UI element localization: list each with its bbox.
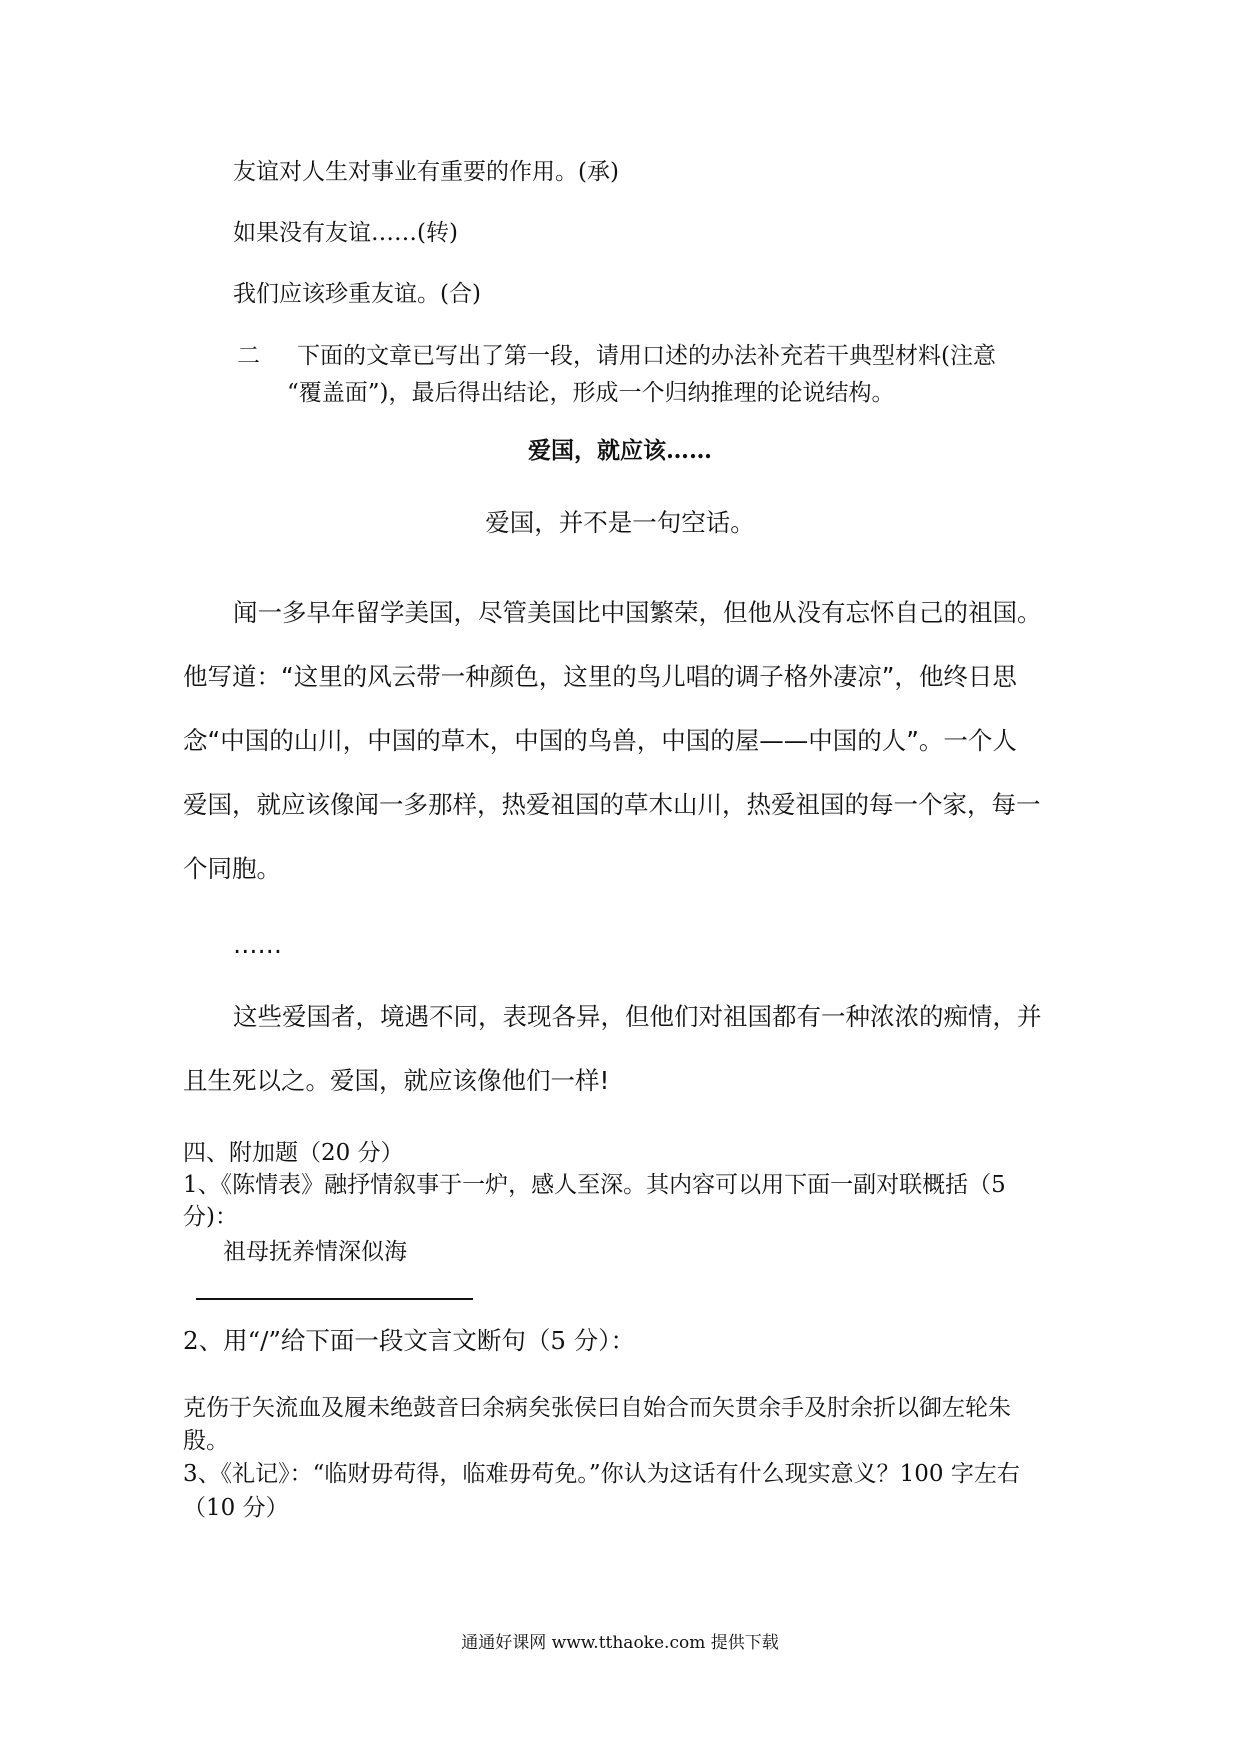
essay-paragraph-1-line-4: 爱国，就应该像闻一多那样，热爱祖国的草木山川，热爱祖国的每一个家，每一 — [183, 790, 1041, 819]
essay-paragraph-1-line-5: 个同胞。 — [183, 854, 281, 883]
question-3-line-1: 3、《礼记》：“临财毋苟得，临难毋苟免。”你认为这话有什么现实意义？100 字左右 — [183, 1461, 1020, 1487]
section-2-text-line-1: 下面的文章已写出了第一段，请用口述的办法补充若干典型材料(注意 — [297, 343, 996, 369]
essay-paragraph-2-line-2: 且生死以之。爱国，就应该像他们一样! — [183, 1066, 610, 1095]
outline-line-3: 我们应该珍重友谊。(合) — [233, 281, 481, 307]
essay-paragraph-1-line-1: 闻一多早年留学美国，尽管美国比中国繁荣，但他从没有忘怀自己的祖国。 — [233, 598, 1042, 627]
section-2-text-line-2: “覆盖面”)，最后得出结论，形成一个归纳推理的论说结构。 — [287, 380, 895, 406]
question-2-text-line-2: 殷。 — [183, 1428, 229, 1454]
essay-ellipsis: …… — [233, 930, 282, 959]
outline-line-2: 如果没有友谊……(转) — [233, 220, 458, 246]
page-footer: 通通好课网 www.tthaoke.com 提供下载 — [461, 1633, 779, 1653]
question-3-line-2: （10 分） — [183, 1495, 289, 1521]
essay-paragraph-2-line-1: 这些爱国者，境遇不同，表现各异，但他们对祖国都有一种浓浓的痴情，并 — [233, 1002, 1042, 1031]
question-1-line-1: 1、《陈情表》融抒情叙事于一炉，感人至深。其内容可以用下面一副对联概括（5 — [183, 1172, 1006, 1198]
question-2: 2、用“/”给下面一段文言文断句（5 分）： — [183, 1326, 636, 1355]
essay-subtitle: 爱国，并不是一句空话。 — [485, 508, 755, 537]
section-2-number: 二 — [237, 343, 260, 369]
question-1-couplet: 祖母抚养情深似海 — [223, 1239, 407, 1265]
question-1-line-2: 分)： — [183, 1204, 238, 1230]
outline-line-1: 友谊对人生对事业有重要的作用。(承) — [233, 159, 619, 185]
answer-blank-line — [196, 1298, 473, 1300]
section-4-heading: 四、附加题（20 分） — [183, 1140, 404, 1166]
essay-title: 爱国，就应该…… — [528, 437, 712, 464]
question-2-text-line-1: 克伤于矢流血及履未绝鼓音曰余病矣张侯曰自始合而矢贯余手及肘余折以御左轮朱 — [183, 1395, 1011, 1421]
essay-paragraph-1-line-3: 念“中国的山川，中国的草木，中国的鸟兽，中国的屋——中国的人”。一个人 — [183, 726, 1017, 755]
essay-paragraph-1-line-2: 他写道：“这里的风云带一种颜色，这里的鸟儿唱的调子格外凄凉”，他终日思 — [183, 662, 1017, 691]
